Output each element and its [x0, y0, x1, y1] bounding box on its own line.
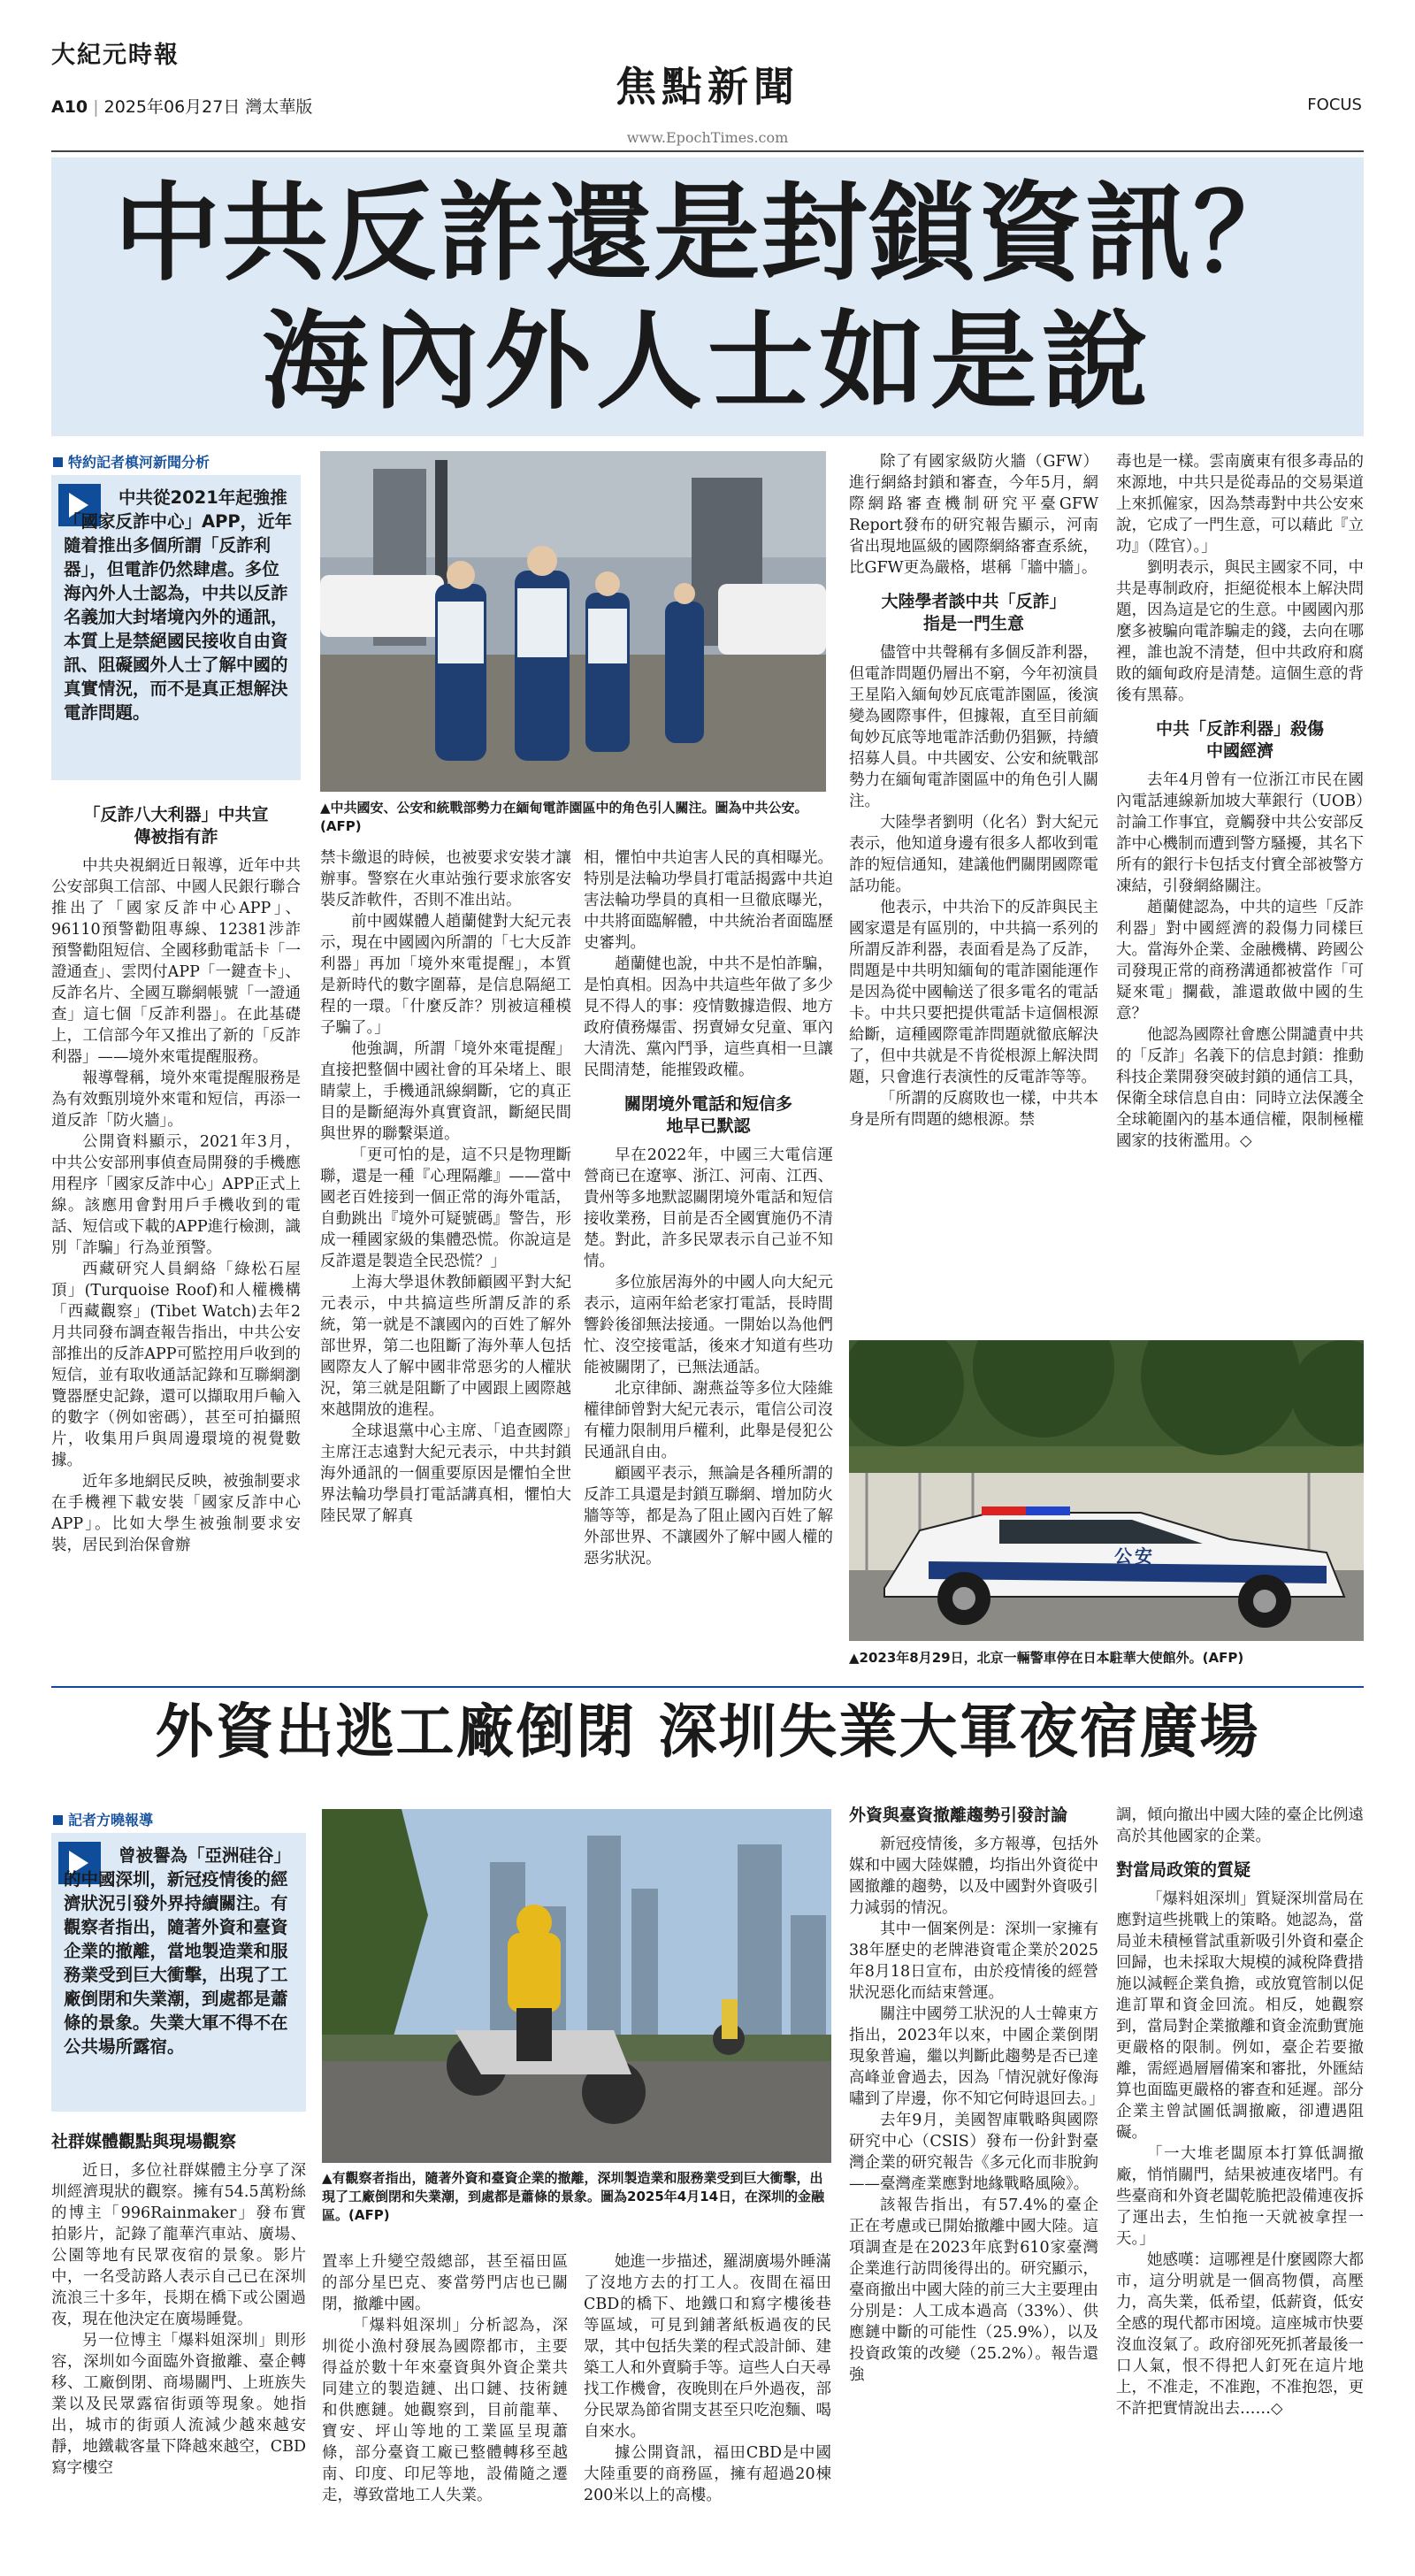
section-title: 焦點新聞	[616, 63, 799, 111]
header-meta: A10 | 2025年06月27日 灣太華版	[51, 97, 313, 117]
paragraph: 顧國平表示，無論是各種所謂的反詐工具還是封鎖互聯網、增加防火牆等等，都是為了阻止國內百姓了解外部世界、不讓國外了解中國人權的惡劣狀況。	[584, 1465, 833, 1568]
paragraph: 中共央視網近日報導，近年中共公安部與工信部、中國人民銀行聯合推出了「國家反詐中心APP」、96110預警勸阻專線、12381涉詐預警勸阻短信、全國移動電話卡「一證通查」、雲閃付APP「一鍵查卡」、反詐名片、全國互聯網帳號「一證通查」這七個「反詐利器」。在此基礎上，工信部今年又推出了新的「反詐利器」——境外來電提醒服務。	[51, 857, 301, 1066]
paragraph: 據公開資訊，福田CBD是中國大陸重要的商務區，擁有超過20棟200米以上的高樓。	[584, 2444, 831, 2504]
story2-col4	[849, 1805, 1105, 2386]
issue-date: 2025年06月27日	[103, 97, 241, 117]
story1-subhead1: 「反詐八大利器」中共宣傳被指有詐	[83, 805, 269, 847]
lead-text-2: 曾被譽為「亞洲硅谷」的中國深圳，新冠疫情後的經濟狀況引發外界持續關注。有觀察者指出，隨著外資和臺資企業的撤離，當地製造業和服務業受到巨大衝擊，出現了工廠倒閉和失業潮，到處都是蕭條的景象。失業大軍不得不在公共場所露宿。	[64, 1845, 292, 2057]
story1-col5	[1116, 451, 1364, 1152]
square-bullet-icon	[53, 457, 63, 467]
paragraph: 「更可怕的是，這不只是物理斷聯，還是一種『心理隔離』——當中國老百姓接到一個正常的海外電話，自動跳出『境外可疑號碼』警告，形成一種國家級的集體恐慌。你說這是反詐還是製造全民恐慌？」	[320, 1146, 571, 1270]
photo-shenzhen	[322, 1809, 831, 2163]
paragraph: 近日，多位社群媒體主分享了深圳經濟現狀的觀察。擁有54.5萬粉絲的博主「996Rainmaker」發布實拍影片，記錄了龍華汽車站、廣場、公園等地有民眾夜宿的景象。影片中，一名受訪路人表示自己已在深圳流浪三十多年，長期在橋下或公園過夜，現在他決定在廣場睡覺。	[51, 2162, 306, 2328]
paragraph: 大陸學者劉明（化名）對大紀元表示，他知道身邊有很多人都收到電詐的短信通知，建議他們關閉國際電話功能。	[849, 814, 1098, 895]
paragraph: 北京律師、謝燕益等多位大陸維權律師曾對大紀元表示，電信公司沒有權力限制用戶權利，此舉是侵犯公民通訊自由。	[584, 1380, 833, 1461]
story-divider	[51, 1686, 1364, 1688]
paragraph: 報導聲稱，境外來電提醒服務是為有效甄別境外來電和短信，再添一道反詐「防火牆」。	[51, 1070, 301, 1130]
photo2-caption: ▲2023年8月29日，北京一輛警車停在日本駐華大使館外。(AFP)	[849, 1650, 1244, 1666]
paragraph: 前中國媒體人趙蘭健對大紀元表示，現在中國國內所謂的「七大反詐利器」再加「境外來電提醒」，本質是新時代的數字圍幕，是信息隔絕工程的一環。「什麼反詐？別被這種模子騙了。」	[320, 913, 571, 1037]
paragraph: 全球退黨中心主席、「追查國際」主席汪志遠對大紀元表示，中共封鎖海外通訊的一個重要原因是懼怕全世界法輪功學員打電話講真相，懼怕大陸民眾了解真	[320, 1422, 571, 1525]
story1-subhead2: 關閉境外電話和短信多地早已默認	[623, 1094, 792, 1136]
paragraph: 新冠疫情後，多方報導，包括外媒和中國大陸媒體，均指出外資從中國撤離的趨勢，以及中國對外資吸引力減弱的情況。	[849, 1836, 1098, 1917]
reporter-byline-1: 特約記者槙河新聞分析	[53, 451, 210, 472]
paragraph: 上海大學退休教師顧國平對大紀元表示，中共搞這些所謂反詐的系統，第一就是不讓國內的百姓了解外部世界，第二也阻斷了海外華人包括國際友人了解中國非常惡劣的人權狀況，第三就是阻斷了中國跟上國際越來越開放的進程。	[320, 1274, 571, 1419]
paragraph: 除了有國家級防火牆（GFW）進行網絡封鎖和審查，今年5月，網際網路審查機制研究平臺GFW Report發布的研究報告顯示，河南省出現地區級的國際網絡審查系統，比GFW更為嚴格，堪稱「牆中牆」。	[849, 453, 1098, 577]
photo3-caption: ▲有觀察者指出，隨著外資和臺資企業的撤離，深圳製造業和服務業受到巨大衝擊，出現了工廠倒閉和失業潮，到處都是蕭條的景象。圖為2025年4月14日，在深圳的金融區。(AFP)	[322, 2170, 825, 2223]
paragraph: 早在2022年，中國三大電信運營商已在遼寧、浙江、河南、江西、貴州等多地默認關閉境外電話和短信接收業務，目前是否全國實施仍不清楚。對此，許多民眾表示自己並不知情。	[584, 1146, 833, 1270]
paragraph: 她感嘆：這哪裡是什麼國際大都市，這分明就是一個高物價，高壓力，高失業，低希望，低薪資，低安全感的現代都市困境。這座城市快要沒血沒氣了。政府卻死死抓著最後一口人氣，恨不得把人釘死在這片地上，不准走，不准跑，不准抱怨，更不許把實情說出去……◇	[1116, 2251, 1364, 2418]
photo-police	[320, 451, 826, 792]
paragraph: 西藏研究人員網絡「綠松石屋頂」(Turquoise Roof)和人權機構「西藏觀察」(Tibet Watch)去年2月共同發布調查報告指出，中共公安部推出的反詐APP可監控用戶收到的短信，並有取收通話記錄和互聯網瀏覽器歷史記錄，還可以擷取用戶輸入的數字（例如密碼），甚至可拍攝照片，收集用戶與周邊環境的視覺數據。	[51, 1261, 301, 1469]
paragraph: 劉明表示，與民主國家不同，中共是專制政府，拒絕從根本上解決問題，因為這是它的生意。中國國內那麼多被騙向電詐騙走的錢，去向在哪裡，誰也說不清楚，但中共政府和腐敗的緬甸政府是清楚。這個生意的背後有黑幕。	[1116, 559, 1364, 704]
paragraph: 毒也是一樣。雲南廣東有很多毒品的來源地，中共只是從毒品的交易渠道上來抓僱家，因為禁毒對中共公安來說，它成了一門生意，可以藉此『立功』（陞官）。」	[1116, 453, 1364, 556]
story1-col4	[849, 451, 1098, 1131]
section-en: FOCUS	[1307, 96, 1362, 114]
caption-triangle-icon: ▲	[849, 1650, 860, 1666]
story2-subhead1: 社群媒體觀點與現場觀察	[51, 2132, 237, 2151]
paragraph: 置率上升變空殼總部，甚至福田區的部分星巴克、麥當勞門店也已關閉，撤離中國。	[322, 2253, 568, 2313]
paragraph: 相，懼怕中共迫害人民的真相曝光。特別是法輪功學員打電話揭露中共迫害法輪功學員的真相一旦徹底曝光，中共將面臨解體，中共統治者面臨歷史審判。	[584, 849, 833, 952]
site-url: www.EpochTimes.com	[626, 129, 789, 146]
paragraph: 「一大堆老闆原本打算低調撤廠，悄悄關門，結果被連夜堵門。有些臺商和外資老闆乾脆把設備連夜拆了運出去，生怕拖一天就被拿捏一天。」	[1116, 2145, 1364, 2248]
story2-col3	[584, 2251, 831, 2506]
square-bullet-icon	[53, 1815, 63, 1825]
paragraph: 「爆料姐深圳」質疑深圳當局在應對這些挑戰上的策略。她認為，當局並未積極嘗試重新吸引外資和臺企回歸，也未採取大規模的減稅降費措施以減輕企業負擔，或放寬管制以促進訂單和資金回流。相反，她觀察到，當局對企業撤離和資金流動實施更嚴格的限制。例如，臺企若要撤離，需經過層層備案和審批，外匯結算也面臨更嚴格的審查和延遲。部分企業主曾試圖低調撤廠，卻遭遇阻礙。	[1116, 1890, 1364, 2142]
story2-subhead3: 對當局政策的質疑	[1116, 1860, 1251, 1880]
paragraph: 「所謂的反腐敗也一樣，中共本身是所有問題的總根源。禁	[849, 1090, 1098, 1129]
paragraph: 去年4月曾有一位浙江市民在國內電話連線新加坡大華銀行（UOB）討論工作事宜，竟觸發中共公安部反詐中心機制而遭到警方騷擾，其名下所有的銀行卡包括支付寶全部被警方凍結，引發網絡關注。	[1116, 771, 1364, 895]
paragraph: 關注中國勞工狀況的人士韓東方指出，2023年以來，中國企業倒閉現象普遍，繼以判斷此趨勢是否已達高峰並會過去，因為「情況就好像海嘯到了岸邊，你不知它何時退回去。」	[849, 2005, 1105, 2108]
story1-subhead4: 中共「反詐利器」殺傷中國經濟	[1155, 719, 1324, 761]
paragraph: 趙蘭健認為，中共的這些「反詐利器」對中國經濟的殺傷力同樣巨大。當海外企業、金融機構、跨國公司發現正常的商務溝通都被當作「可疑來電」攔截，誰還敢做中國的生意？	[1116, 899, 1364, 1023]
story1-col2	[320, 847, 571, 1527]
paragraph: 趙蘭健也說，中共不是怕詐騙，是怕真相。因為中共這些年做了多少見不得人的事：疫情數據造假、地方政府債務爆雷、拐賣婦女兒童、軍內大清洗、黨內鬥爭，這些真相一旦讓民間清楚，能摧毀政權。	[584, 955, 833, 1079]
paragraph: 儘管中共聲稱有多個反詐利器，但電詐問題仍層出不窮，今年初演員王星陷入緬甸妙瓦底電詐園區，後演變為國際事件，但據報，直至目前緬甸妙瓦底等地電詐活動仍猖獗，持續招募人員。中共國安、公安和統戰部勢力在緬甸電詐園區中的角色引人關注。	[849, 644, 1098, 810]
photo1-caption: ▲中共國安、公安和統戰部勢力在緬甸電詐園區中的角色引人關注。圖為中共公安。(AFP)	[320, 800, 808, 834]
paragraph: 他表示，中共治下的反詐與民主國家還是有區別的，中共搞一系列的所謂反詐利器，表面看是為了反詐，問題是中共明知緬甸的電詐園能運作是因為從中國輸送了很多電名的電話卡。中共只要把提供電話卡這個根源給斷，這種國際電詐問題就徹底解決了，但中共就是不肯從根源上解決問題，只會進行表演性的反電詐等等。	[849, 899, 1098, 1086]
paragraph: 去年9月，美國智庫戰略與國際研究中心（CSIS）發布一份針對臺灣企業的研究報告《多元化而非脫鉤——臺灣產業應對地緣戰略風險》。	[849, 2112, 1098, 2193]
story1-col3	[584, 847, 833, 1569]
paragraph: 他強調，所謂「境外來電提醒」直接把整個中國社會的耳朵堵上、眼睛蒙上，手機通訊線網斷，它的真正目的是斷絕海外真實資訊，斷絕民間與世界的聯繫渠道。	[320, 1040, 571, 1143]
lead-text-1: 中共從2021年起強推「國家反詐中心」APP，近年隨着推出多個所謂「反詐利器」，但電詐仍然肆虐。多位海內外人士認為，中共以反詐名義加大封堵境內外的通訊，本質上是禁絕國民接收自由資訊、阻礙國外人士了解中國的真實情況，而不是真正想解決電詐問題。	[64, 487, 293, 723]
paragraph: 她進一步描述，羅湖廣場外睡滿了沒地方去的打工人。夜間在福田CBD的橋下、地鐵口和寫字樓後巷等區域，可見到鋪著紙板過夜的民眾，其中包括失業的程式設計師、建築工人和外賣騎手等。這些人白天尋找工作機會，夜晚則在戶外過夜，部分民眾為節省開支甚至只吃泡麵、喝自來水。	[584, 2253, 831, 2441]
paragraph: 公開資料顯示，2021年3月，中共公安部刑事偵查局開發的手機應用程序「國家反詐中心」APP正式上線。該應用會對用戶手機收到的電話、短信或下載的APP進行檢測，識別「詐騙」行為並預警。	[51, 1133, 301, 1257]
paragraph: 禁卡繳退的時候，也被要求安裝才讓辦事。警察在火車站強行要求旅客安裝反詐軟件，否則不准出站。	[320, 849, 571, 909]
paragraph: 「爆料姐深圳」分析認為，深圳從小漁村發展為國際都市，主要得益於數十年來臺資與外資企業共同建立的製造鏈、出口鏈、技術鏈和供應鏈。她觀察到，目前龍華、寶安、坪山等地的工業區呈現蕭條，部分臺資工廠已整體轉移至越南、印度、印尼等地，設備隨之遷走，導致當地工人失業。	[322, 2317, 568, 2504]
caption-triangle-icon: ▲	[320, 800, 331, 816]
headline-line1: 中共反詐還是封鎖資訊？	[114, 172, 1301, 295]
story1-col1	[51, 792, 301, 1556]
paragraph: 調，傾向撤出中國大陸的臺企比例遠高於其他國家的企業。	[1116, 1806, 1364, 1845]
story2-col5	[1116, 1805, 1364, 2419]
caption-triangle-icon: ▲	[322, 2170, 333, 2186]
paragraph: 該報告指出，有57.4%的臺企正在考慮或已開始撤離中國大陸。這項調查是在2023年底對610家臺灣企業進行訪問後得出的。研究顯示，臺商撤出中國大陸的前三大主要理由分別是：人工成本過高（33%）、供應鏈中斷的可能性（25.9%），以及投資政策的改變（25.2%）。報告還強	[849, 2196, 1098, 2384]
story2-headline: 外資出逃工廠倒閉 深圳失業大軍夜宿廣場	[155, 1698, 1260, 1766]
story2-col1	[51, 2119, 306, 2479]
story1-subhead3: 大陸學者談中共「反詐」指是一門生意	[881, 592, 1067, 633]
page-number: A10	[51, 97, 88, 117]
reporter-byline-2: 記者方曉報導	[53, 1809, 153, 1829]
header-rule	[51, 150, 1364, 152]
paragraph: 近年多地網民反映，被強制要求在手機裡下載安裝「國家反詐中心APP」。比如大學生被強制要求安裝，居民到治保會辦	[51, 1473, 301, 1554]
edition: 灣太華版	[245, 97, 313, 117]
paragraph: 其中一個案例是：深圳一家擁有38年歷史的老牌港資電企業於2025年8月18日宣布，由於疫情後的經營狀況惡化而結束營運。	[849, 1920, 1098, 2002]
police-car-label: 公安	[1114, 1545, 1155, 1567]
story2-col2	[322, 2251, 568, 2506]
headline-line2: 海內外人士如是說	[262, 301, 1153, 424]
photo-police-car	[849, 1340, 1364, 1641]
paragraph: 多位旅居海外的中國人向大紀元表示，這兩年給老家打電話，長時間響鈴後卻無法接通。一開始以為他們忙、沒空接電話，後來才知道有些功能被關閉了，已無法通話。	[584, 1274, 833, 1376]
story2-subhead2: 外資與臺資撤離趨勢引發討論	[849, 1806, 1068, 1825]
paragraph: 另一位博主「爆料姐深圳」則形容，深圳如今面臨外資撤離、臺企轉移、工廠倒閉、商場關門、上班族失業以及民眾露宿街頭等現象。她指出，城市的街頭人流減少越來越安靜，地鐵載客量下降越來越空，CBD寫字樓空	[51, 2332, 306, 2477]
masthead-logo: 大紀元時報	[51, 42, 180, 69]
paragraph: 他認為國際社會應公開譴責中共的「反詐」名義下的信息封鎖：推動科技企業開發突破封鎖的通信工具，保衛全球信息自由：同時立法保護全全球範圍內的基本通信權，限制極權國家的技術濫用。◇	[1116, 1026, 1364, 1150]
